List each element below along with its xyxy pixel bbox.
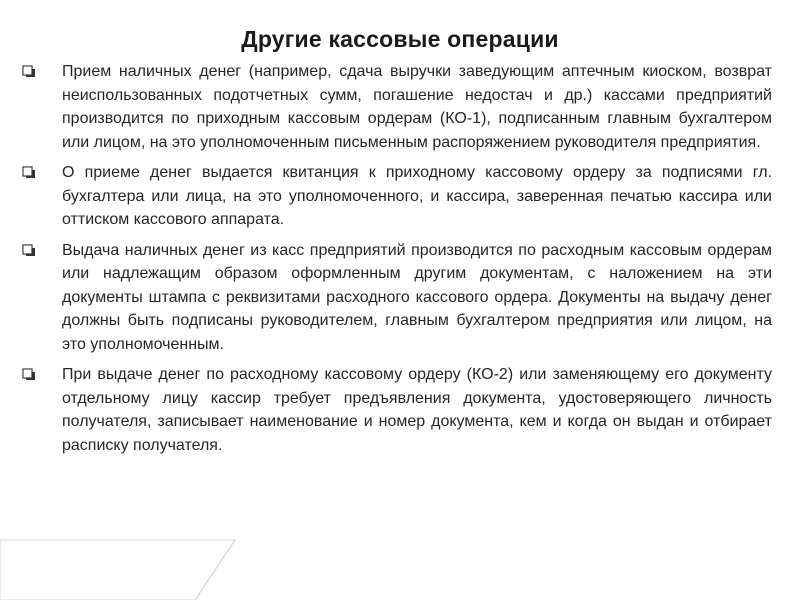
corner-fold-line (195, 540, 235, 600)
list-item (22, 239, 772, 357)
corner-fold-shape (0, 540, 235, 600)
bullet-text: Выдача наличных денег из касс предприятий производится по расходным кассовым ордерам или надлежащим образом оформленным другим документам, с наложением на эти документы штампа с реквизитами расходного кассового ордера. Документы на выдачу денег должны быть подписаны руководителем, главным бухгалтером предприятия или лицом, на это уполномоченным. (62, 241, 772, 353)
checkbox-square-icon (22, 363, 62, 386)
list-item (22, 363, 772, 457)
list-item (22, 60, 772, 154)
checkbox-square-icon (22, 161, 62, 184)
checkbox-square-icon (22, 239, 62, 262)
bullet-list (22, 60, 772, 464)
slide-title: Другие кассовые операции (241, 26, 559, 52)
checkbox-square-icon (22, 60, 62, 83)
bullet-text: При выдаче денег по расходному кассовому ордеру (КО-2) или заменяющему его документу отдельному лицу кассир требует предъявления документа, удостоверяющего личность получателя, записывает наименование и номер документа, кем и когда он выдан и отбирает расписку получателя. (62, 366, 772, 454)
bullet-text: Прием наличных денег (например, сдача выручки заведующим аптечным киоском, возврат неиспользованных подотчетных сумм, погашение недостач и др.) кассами предприятий производится по приходным кассовым ордерам (КО-1), подписанным главным бухгалтером или лицом, на это уполномоченным письменным распоряжением руководителя предприятия. (62, 63, 772, 151)
list-item (22, 161, 772, 232)
bullet-text: О приеме денег выдается квитанция к приходному кассовому ордеру за подписями гл. бухгалтера или лица, на это уполномоченного, и кассира, заверенная печатью кассира или оттиском кассового аппарата. (62, 164, 772, 228)
